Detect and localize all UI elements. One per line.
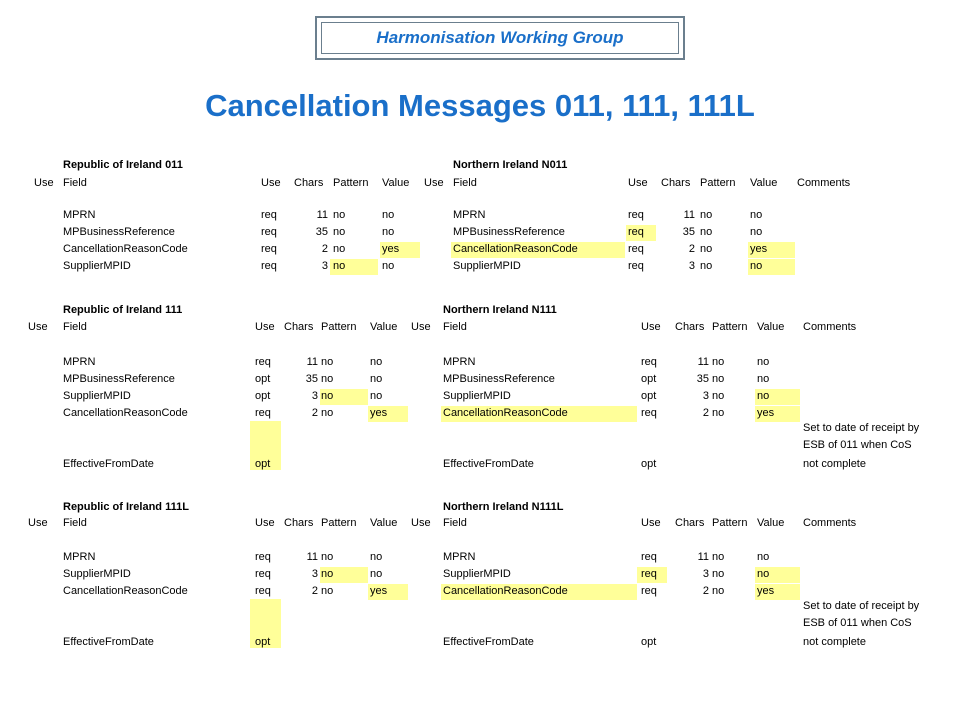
use-value: req: [261, 209, 277, 221]
pattern-value: no: [712, 373, 725, 385]
chars-value: [679, 635, 709, 650]
use-value: req: [641, 407, 657, 419]
comment-text: ESB of 011 when CoS: [803, 617, 912, 629]
use-value: req: [255, 356, 271, 368]
field-name: EffectiveFromDate: [443, 458, 534, 470]
column-header: Field: [63, 517, 87, 529]
column-header: Use: [424, 177, 444, 189]
chars-value: 2: [702, 585, 709, 597]
chars-value: 2: [688, 243, 695, 255]
value-value: yes: [382, 243, 400, 255]
use-value: req: [261, 226, 277, 238]
section-title-left: Republic of Ireland 111L: [63, 501, 189, 513]
column-header: Chars: [661, 177, 691, 189]
value-value: no: [370, 356, 383, 368]
header-box: [315, 16, 685, 60]
value-value: no: [757, 568, 770, 580]
field-name: CancellationReasonCode: [63, 407, 188, 419]
chars-value: 11: [306, 551, 318, 563]
field-name: MPBusinessReference: [63, 373, 175, 385]
section-title-right: Northern Ireland N111: [443, 304, 557, 316]
column-header: Use: [34, 177, 54, 189]
use-value: req: [628, 243, 644, 255]
field-name: SupplierMPID: [63, 260, 131, 272]
value-value: no: [750, 226, 763, 238]
use-value: opt: [255, 373, 271, 385]
value-value: no: [757, 373, 770, 385]
column-header: Pattern: [333, 177, 369, 189]
column-header: Use: [628, 177, 648, 189]
pattern-value: no: [700, 226, 713, 238]
field-name: MPRN: [63, 551, 96, 563]
use-value: req: [628, 226, 644, 238]
field-name: SupplierMPID: [63, 568, 131, 580]
field-name: MPRN: [63, 209, 96, 221]
comment-text: Set to date of receipt by: [803, 600, 920, 612]
pattern-value: no: [321, 568, 334, 580]
column-header: Use: [411, 321, 431, 333]
pattern-value: no: [712, 551, 725, 563]
value-value: yes: [757, 407, 775, 419]
pattern-value: no: [321, 373, 334, 385]
column-header: Value: [370, 321, 398, 333]
column-header: Use: [28, 321, 48, 333]
column-header: Comments: [797, 177, 851, 189]
chars-value: 35: [696, 373, 709, 385]
chars-value: 3: [311, 568, 318, 580]
column-header: Pattern: [712, 321, 748, 333]
value-value: no: [757, 390, 770, 402]
field-name: MPRN: [443, 356, 476, 368]
chars-value: [679, 457, 709, 472]
value-value: no: [370, 551, 383, 563]
section-title-left: Republic of Ireland 111: [63, 304, 183, 316]
pattern-value: no: [321, 551, 334, 563]
field-name: MPRN: [443, 551, 476, 563]
field-name: CancellationReasonCode: [63, 243, 188, 255]
use-value: opt: [255, 636, 271, 648]
column-header: Use: [255, 321, 275, 333]
section-title-left: Republic of Ireland 011: [63, 159, 183, 171]
value-value: no: [750, 209, 763, 221]
column-header: Field: [63, 177, 87, 189]
chars-value: 11: [306, 356, 318, 368]
use-value: req: [261, 260, 277, 272]
chars-value: 3: [688, 260, 695, 272]
chars-value: 3: [702, 390, 709, 402]
column-header: Chars: [675, 321, 705, 333]
field-name: MPRN: [63, 356, 96, 368]
chars-value: 3: [321, 260, 328, 272]
section-title-right: Northern Ireland N011: [453, 159, 568, 171]
field-name: SupplierMPID: [443, 390, 511, 402]
use-value: req: [255, 585, 271, 597]
section-title-right: Northern Ireland N111L: [443, 501, 564, 513]
column-header: Value: [757, 321, 785, 333]
column-header: Chars: [284, 517, 314, 529]
field-name: MPBusinessReference: [63, 226, 175, 238]
field-name: SupplierMPID: [63, 390, 131, 402]
use-value: opt: [641, 373, 657, 385]
pattern-value: no: [712, 585, 725, 597]
value-value: yes: [757, 585, 775, 597]
pattern-value: no: [333, 260, 346, 272]
column-header: Use: [28, 517, 48, 529]
use-value: req: [641, 568, 657, 580]
column-header: Field: [63, 321, 87, 333]
chars-value: 2: [321, 243, 328, 255]
column-header: Field: [443, 321, 467, 333]
value-value: yes: [370, 585, 388, 597]
pattern-value: no: [321, 356, 334, 368]
column-header: Chars: [284, 321, 314, 333]
pattern-value: no: [712, 407, 725, 419]
use-value: req: [261, 243, 277, 255]
column-header: Comments: [803, 517, 857, 529]
column-header: Field: [453, 177, 477, 189]
value-value: yes: [750, 243, 768, 255]
column-header: Use: [641, 321, 661, 333]
use-value: opt: [641, 636, 657, 648]
field-name: CancellationReasonCode: [443, 407, 568, 419]
use-value: req: [628, 209, 644, 221]
use-value: req: [641, 356, 657, 368]
pattern-value: no: [712, 356, 725, 368]
pattern-value: no: [321, 407, 334, 419]
chars-value: [288, 635, 318, 650]
column-header: Value: [750, 177, 778, 189]
column-header: Value: [382, 177, 410, 189]
pattern-value: no: [712, 390, 725, 402]
comment-text: ESB of 011 when CoS: [803, 439, 912, 451]
column-header: Pattern: [321, 321, 357, 333]
value-value: no: [757, 356, 770, 368]
field-name: SupplierMPID: [443, 568, 511, 580]
use-value: req: [255, 568, 271, 580]
use-value: req: [255, 551, 271, 563]
column-header: Pattern: [712, 517, 748, 529]
comment-text: Set to date of receipt by: [803, 422, 920, 434]
column-header: Use: [411, 517, 431, 529]
comment-text: not complete: [803, 636, 866, 648]
value-value: no: [750, 260, 763, 272]
use-value: req: [641, 585, 657, 597]
chars-value: 35: [682, 226, 695, 238]
field-name: EffectiveFromDate: [443, 636, 534, 648]
use-value: req: [628, 260, 644, 272]
chars-value: 3: [702, 568, 709, 580]
pattern-value: no: [333, 209, 346, 221]
field-name: MPRN: [453, 209, 486, 221]
column-header: Value: [757, 517, 785, 529]
column-header: Pattern: [700, 177, 736, 189]
column-header: Use: [255, 517, 275, 529]
column-header: Field: [443, 517, 467, 529]
use-value: opt: [255, 458, 271, 470]
pattern-value: no: [700, 243, 713, 255]
pattern-value: no: [712, 568, 725, 580]
chars-value: 11: [316, 209, 328, 221]
field-name: EffectiveFromDate: [63, 636, 154, 648]
column-header: Use: [261, 177, 281, 189]
page-title: Cancellation Messages 011, 111, 111L: [205, 88, 755, 123]
header-box-label: Harmonisation Working Group: [376, 28, 624, 47]
field-name: CancellationReasonCode: [63, 585, 188, 597]
value-value: yes: [370, 407, 388, 419]
chars-value: 2: [311, 585, 318, 597]
comment-text: not complete: [803, 458, 866, 470]
value-value: no: [382, 260, 395, 272]
value-value: no: [370, 390, 383, 402]
pattern-value: no: [700, 260, 713, 272]
field-name: CancellationReasonCode: [453, 243, 578, 255]
use-value: opt: [641, 458, 657, 470]
use-value: req: [641, 551, 657, 563]
chars-value: 3: [311, 390, 318, 402]
chars-value: 2: [311, 407, 318, 419]
chars-value: 11: [697, 356, 709, 368]
column-header: Value: [370, 517, 398, 529]
use-value: opt: [641, 390, 657, 402]
column-header: Chars: [675, 517, 705, 529]
column-header: Comments: [803, 321, 857, 333]
pattern-value: no: [333, 226, 346, 238]
pattern-value: no: [700, 209, 713, 221]
chars-value: 11: [683, 209, 695, 221]
field-name: SupplierMPID: [453, 260, 521, 272]
chars-value: 11: [697, 551, 709, 563]
field-name: MPBusinessReference: [453, 226, 565, 238]
use-value: opt: [255, 390, 271, 402]
use-value: req: [255, 407, 271, 419]
header-box-inner: [321, 22, 679, 54]
value-value: no: [370, 373, 383, 385]
field-name: MPBusinessReference: [443, 373, 555, 385]
column-header: Chars: [294, 177, 324, 189]
chars-value: 35: [305, 373, 318, 385]
field-name: CancellationReasonCode: [443, 585, 568, 597]
field-name: EffectiveFromDate: [63, 458, 154, 470]
value-value: no: [382, 209, 395, 221]
pattern-value: no: [333, 243, 346, 255]
column-header: Pattern: [321, 517, 357, 529]
value-value: no: [382, 226, 395, 238]
chars-value: [288, 457, 318, 472]
column-header: Use: [641, 517, 661, 529]
pattern-value: no: [321, 585, 334, 597]
value-value: no: [757, 551, 770, 563]
value-value: no: [370, 568, 383, 580]
chars-value: 35: [315, 226, 328, 238]
chars-value: 2: [702, 407, 709, 419]
pattern-value: no: [321, 390, 334, 402]
